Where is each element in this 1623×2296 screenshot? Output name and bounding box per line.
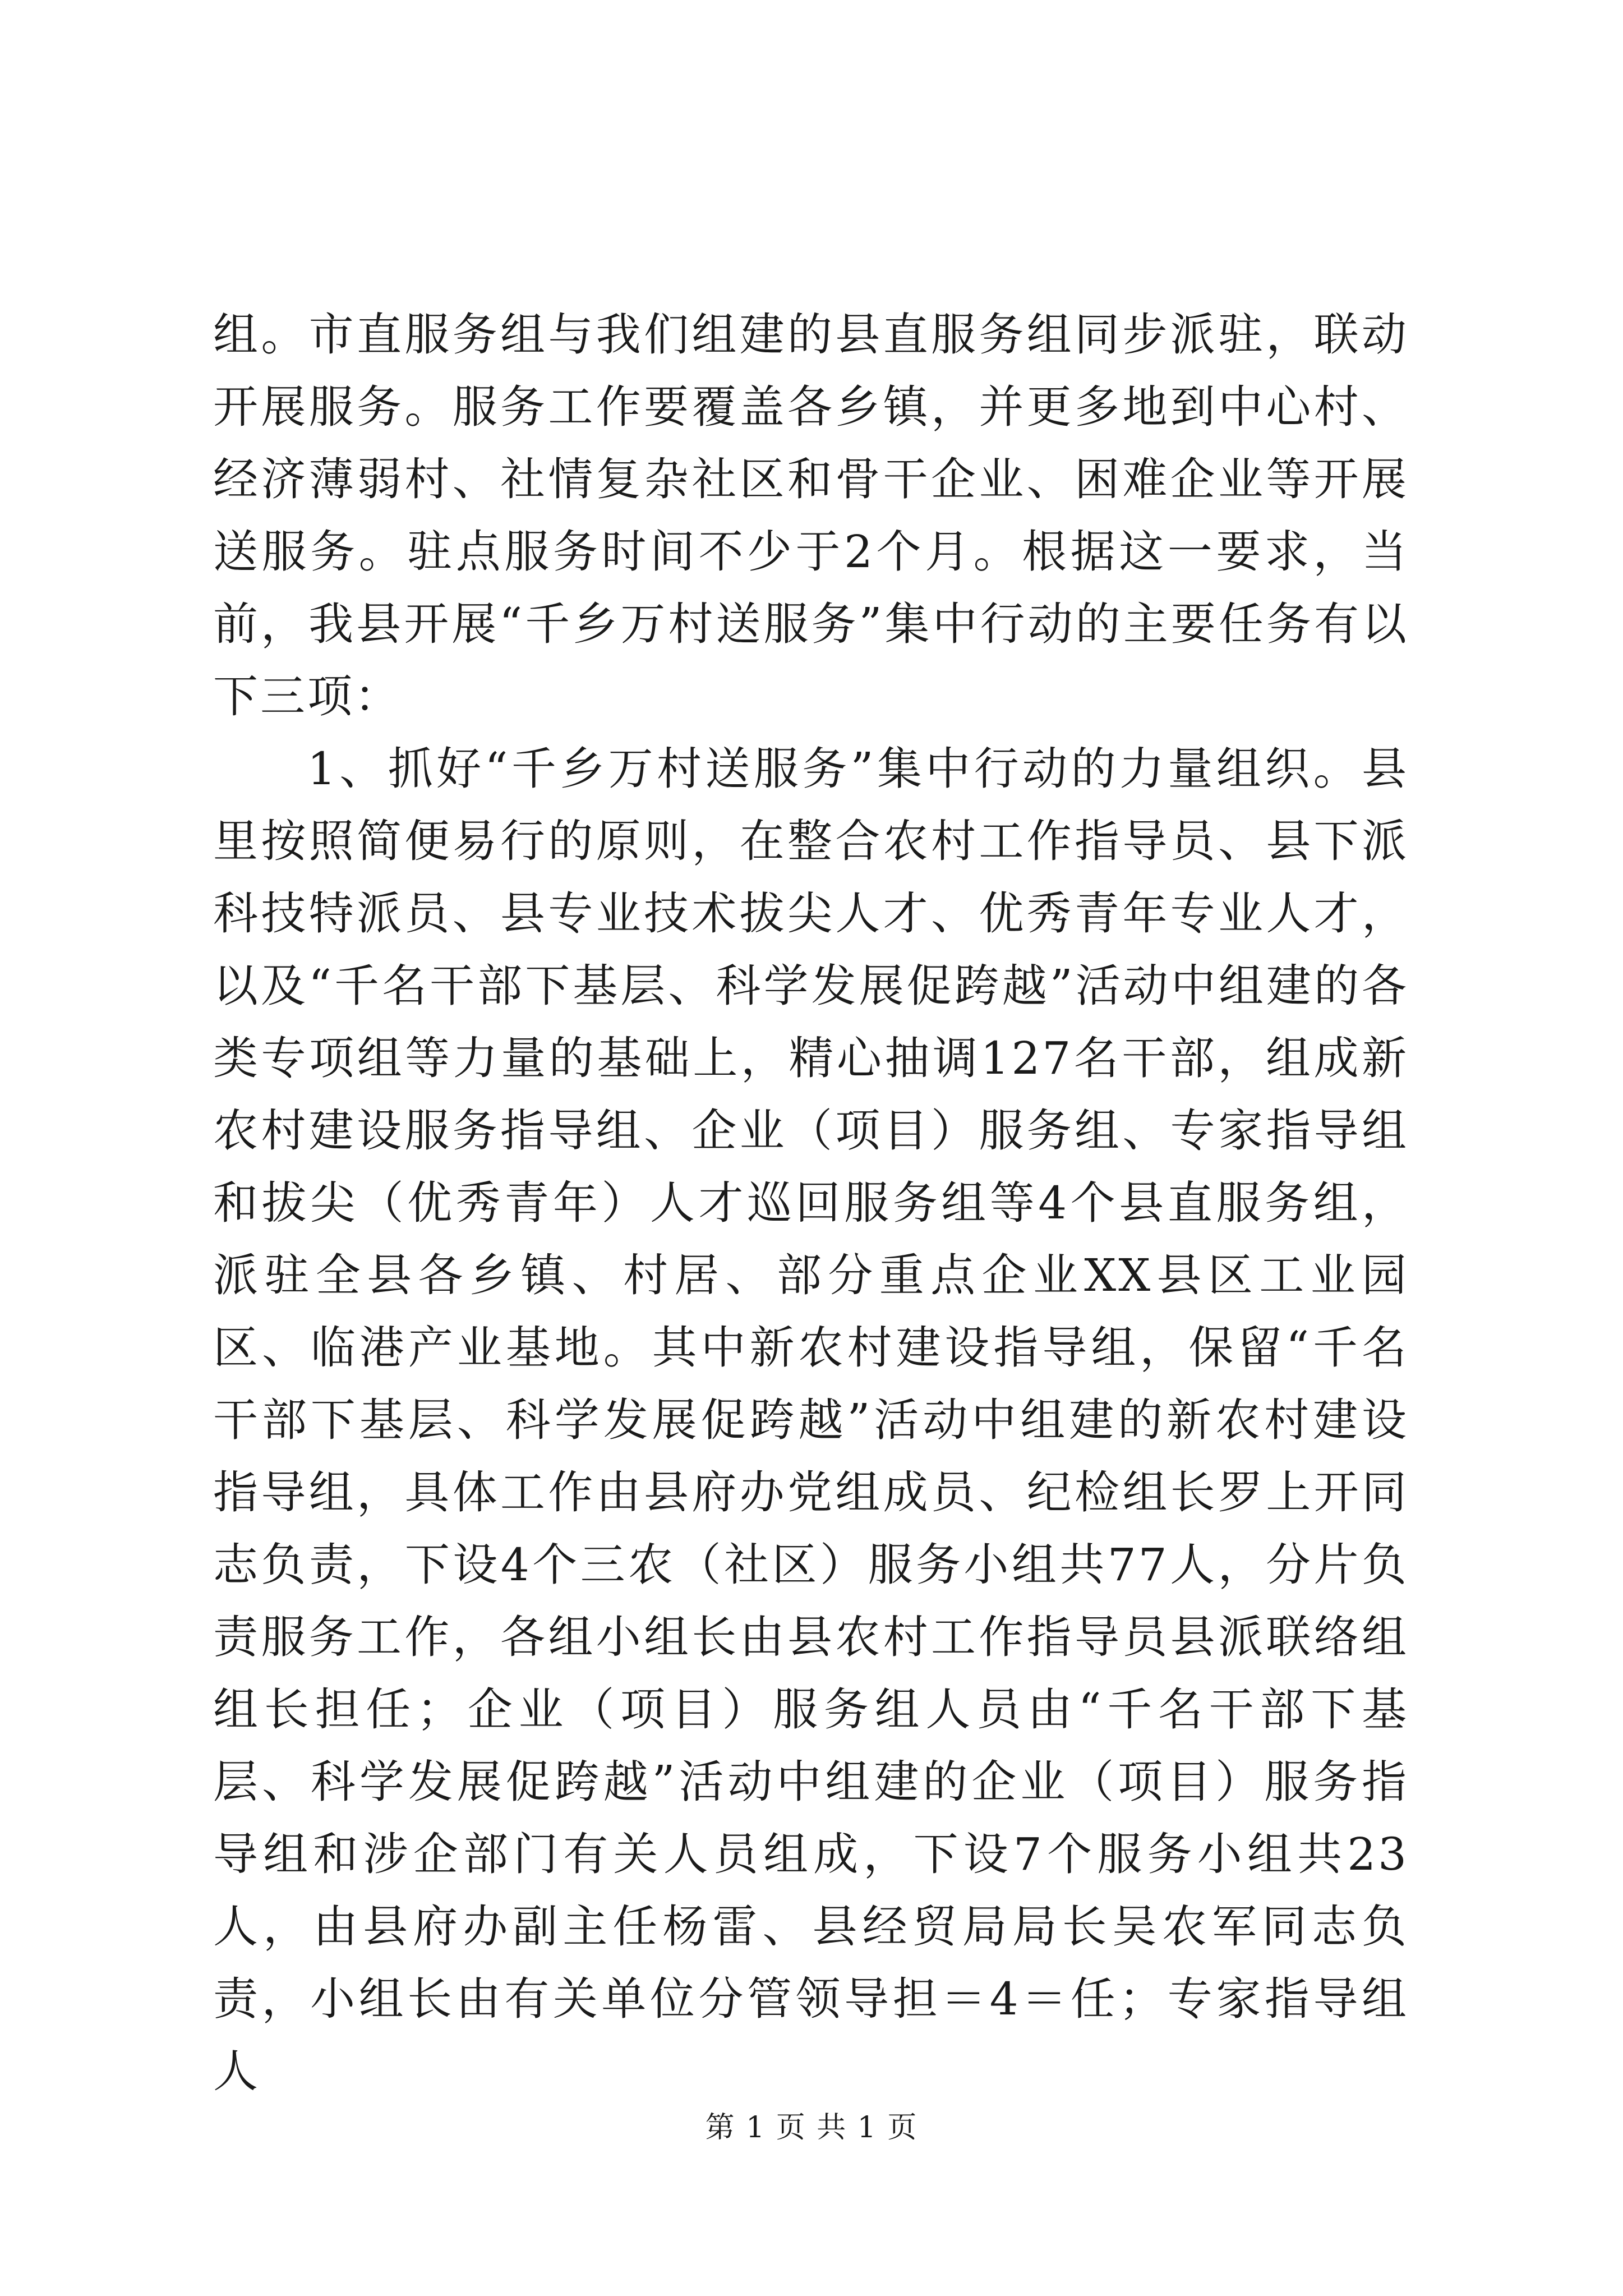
- document-body: [213, 298, 1409, 2108]
- paragraph-continuation: 组。市直服务组与我们组建的县直服务组同步派驻，联动开展服务。服务工作要覆盖各乡镇，并更多地到中心村、经济薄弱村、社情复杂社区和骨干企业、困难企业等开展送服务。驻点服务时间不少于2个月。根据这一要求，当前，我县开展“千乡万村送服务”集中行动的主要任务有以下三项：: [213, 309, 1409, 723]
- paragraph-task-1: 1、抓好“千乡万村送服务”集中行动的力量组织。县里按照简便易行的原则，在整合农村工作指导员、县下派科技特派员、县专业技术拔尖人才、优秀青年专业人才，以及“千名干部下基层、科学发展促跨越”活动中组建的各类专项组等力量的基础上，精心抽调127名干部，组成新农村建设服务指导组、企业（项目）服务组、专家指导组和拔尖（优秀青年）人才巡回服务组等4个县直服务组，派驻全县各乡镇、村居、部分重点企业XX县区工业园区、临港产业基地。其中新农村建设指导组，保留“千名干部下基层、科学发展促跨越”活动中组建的新农村建设指导组，具体工作由县府办党组成员、纪检组长罗上开同志负责，下设4个三农（社区）服务小组共77人，分片负责服务工作，各组小组长由县农村工作指导员县派联络组组长担任；企业（项目）服务组人员由“千名干部下基层、科学发展促跨越”活动中组建的企业（项目）服务指导组和涉企部门有关人员组成，下设7个服务小组共23人，由县府办副主任杨雷、县经贸局局长吴农军同志负责，小组长由有关单位分管领导担＝4＝任；专家指导组人: [213, 743, 1409, 2097]
- page-footer: 第 1 页 共 1 页: [705, 2111, 918, 2145]
